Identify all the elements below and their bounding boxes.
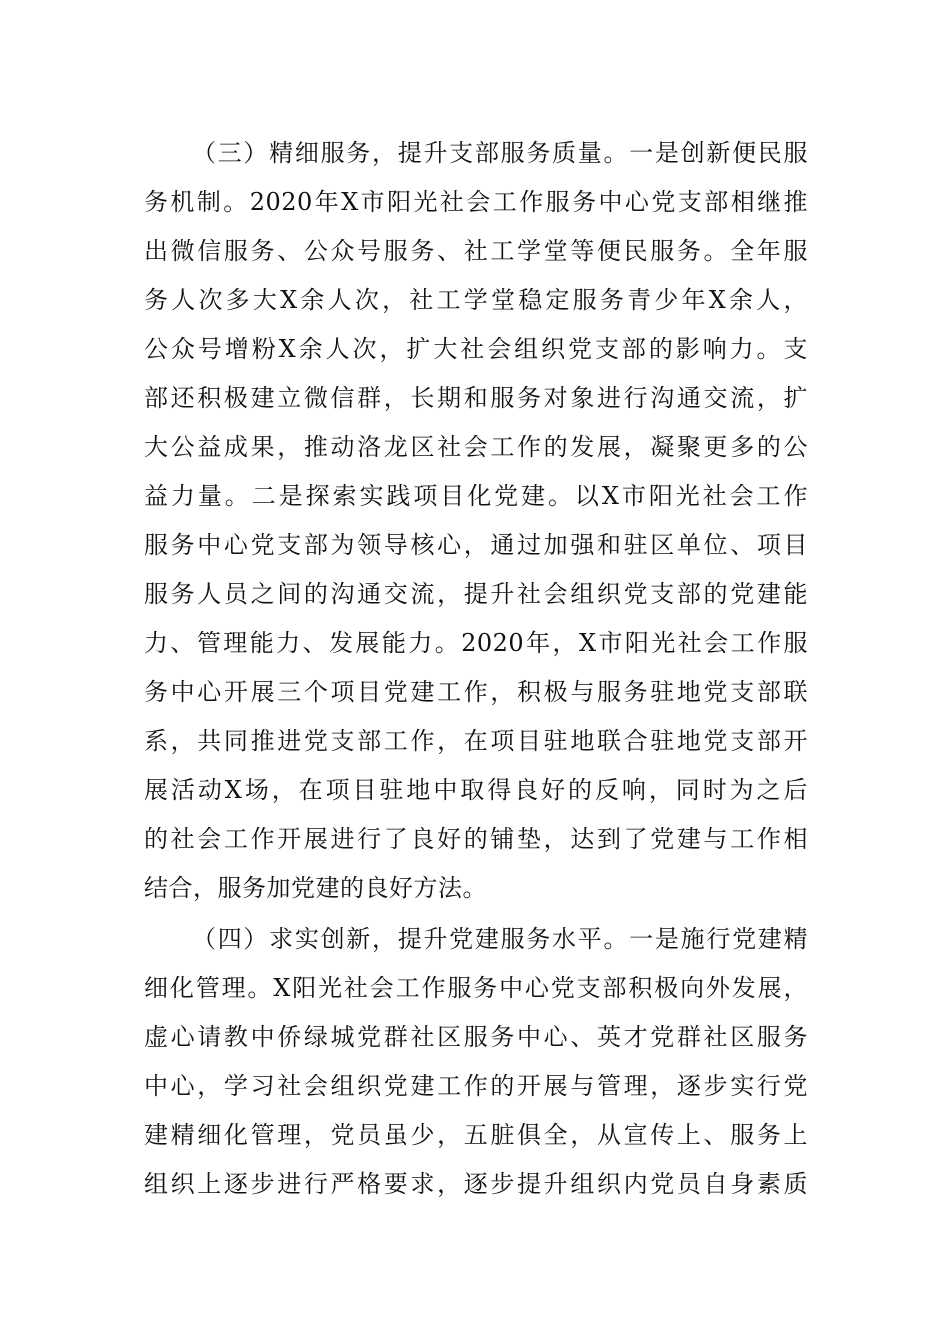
text-line: 务人次多大X余人次，社工学堂稳定服务青少年X余人， (144, 286, 808, 314)
text-line: 结合，服务加党建的良好方法。 (144, 874, 487, 902)
text-line: 益力量。二是探索实践项目化党建。以X市阳光社会工作 (144, 482, 808, 510)
text-line: 务机制。2020年X市阳光社会工作服务中心党支部相继推 (144, 188, 808, 216)
paragraph-innovation (144, 915, 808, 1209)
paragraph-services (144, 129, 808, 913)
text-line: 的社会工作开展进行了良好的铺垫，达到了党建与工作相 (144, 825, 808, 853)
text-line: 公众号增粉X余人次，扩大社会组织党支部的影响力。支 (144, 335, 808, 363)
text-line: 力、管理能力、发展能力。2020年，X市阳光社会工作服 (144, 629, 808, 657)
text-line: （四）求实创新，提升党建服务水平。一是施行党建精 (192, 925, 808, 953)
text-line: 出微信服务、公众号服务、社工学堂等便民服务。全年服 (144, 237, 808, 265)
text-line: 服务人员之间的沟通交流，提升社会组织党支部的党建能 (144, 580, 808, 608)
text-line: 系，共同推进党支部工作，在项目驻地联合驻地党支部开 (144, 727, 808, 755)
text-line: 大公益成果，推动洛龙区社会工作的发展，凝聚更多的公 (144, 433, 808, 461)
text-line: 服务中心党支部为领导核心，通过加强和驻区单位、项目 (144, 531, 808, 559)
text-line: 中心，学习社会组织党建工作的开展与管理，逐步实行党 (144, 1072, 808, 1100)
text-line: 组织上逐步进行严格要求，逐步提升组织内党员自身素质 (144, 1170, 808, 1198)
text-line: （三）精细服务，提升支部服务质量。一是创新便民服 (192, 139, 808, 167)
text-line: 部还积极建立微信群，长期和服务对象进行沟通交流，扩 (144, 384, 808, 412)
text-line: 虚心请教中侨绿城党群社区服务中心、英才党群社区服务 (144, 1023, 808, 1051)
text-line: 务中心开展三个项目党建工作，积极与服务驻地党支部联 (144, 678, 808, 706)
text-line: 建精细化管理，党员虽少，五脏俱全，从宣传上、服务上 (144, 1121, 808, 1149)
text-line: 细化管理。X阳光社会工作服务中心党支部积极向外发展， (144, 974, 808, 1002)
text-line: 展活动X场，在项目驻地中取得良好的反响，同时为之后 (144, 776, 808, 804)
